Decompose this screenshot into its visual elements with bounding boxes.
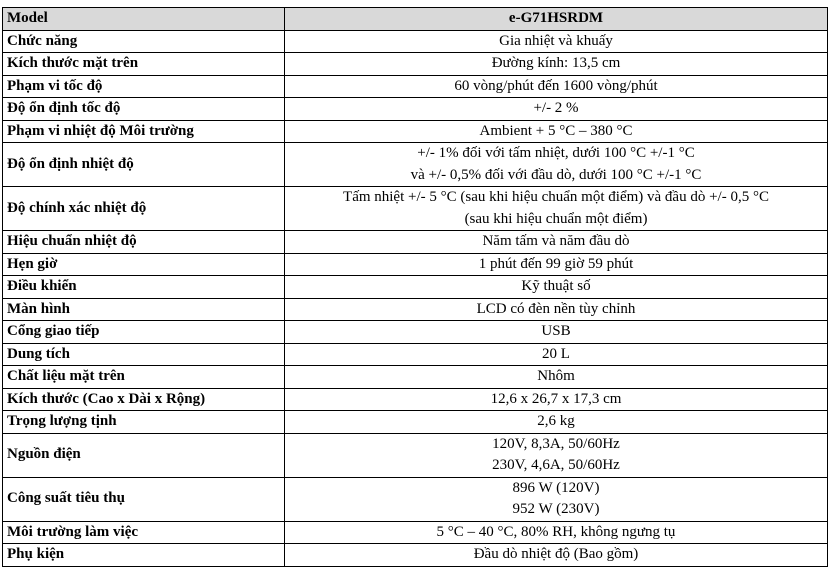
table-row xyxy=(3,231,828,254)
spec-value-line: Ambient + 5 °C – 380 °C xyxy=(479,122,633,139)
spec-label: Cổng giao tiếp xyxy=(3,321,285,344)
spec-value-line: 896 W (120V) xyxy=(512,479,600,496)
table-row xyxy=(3,298,828,321)
spec-value-line: 952 W (230V) xyxy=(512,501,600,517)
spec-label: Môi trường làm việc xyxy=(3,521,285,544)
spec-value-line: và +/- 0,5% đối với đầu dò, dưới 100 °C +/-1 °C xyxy=(410,166,702,183)
spec-value-line: LCD có đèn nền tùy chỉnh xyxy=(476,300,636,317)
spec-label: Chất liệu mặt trên xyxy=(3,366,285,389)
spec-value xyxy=(285,388,828,411)
table-row xyxy=(3,53,828,76)
spec-value xyxy=(285,433,828,477)
spec-value-line: Kỹ thuật số xyxy=(521,278,591,294)
spec-label: Kích thước mặt trên xyxy=(3,53,285,76)
spec-value-line: 1 phút đến 99 giờ 59 phút xyxy=(478,255,634,272)
spec-value-line: 5 °C – 40 °C, 80% RH, không ngưng tụ xyxy=(436,523,676,540)
spec-label: Độ chính xác nhiệt độ xyxy=(3,187,285,231)
spec-value xyxy=(285,253,828,276)
spec-value-line: Đường kính: 13,5 cm xyxy=(491,55,621,71)
spec-value xyxy=(285,321,828,344)
spec-value xyxy=(285,343,828,366)
header-model-value: e-G71HSRDM xyxy=(285,8,828,31)
spec-value-line: Nhôm xyxy=(537,368,575,384)
spec-label: Chức năng xyxy=(3,30,285,53)
spec-value xyxy=(285,298,828,321)
table-row xyxy=(3,321,828,344)
spec-value xyxy=(285,477,828,521)
spec-value-line: USB xyxy=(541,323,571,339)
spec-label: Phạm vi tốc độ xyxy=(3,75,285,98)
spec-sheet xyxy=(2,7,828,567)
table-row xyxy=(3,388,828,411)
spec-label: Độ ổn định nhiệt độ xyxy=(3,143,285,187)
spec-value-line: 60 vòng/phút đến 1600 vòng/phút xyxy=(454,77,658,94)
spec-value xyxy=(285,411,828,434)
table-row xyxy=(3,98,828,121)
table-row xyxy=(3,433,828,477)
table-row xyxy=(3,75,828,98)
spec-label: Hẹn giờ xyxy=(3,253,285,276)
table-row xyxy=(3,187,828,231)
spec-value-line: 2,6 kg xyxy=(537,413,575,429)
spec-table xyxy=(2,7,828,567)
spec-value-line: Năm tấm và năm đầu dò xyxy=(482,233,630,249)
spec-label: Nguồn điện xyxy=(3,433,285,477)
spec-label: Điều khiển xyxy=(3,276,285,299)
spec-label: Trọng lượng tịnh xyxy=(3,411,285,434)
spec-value-line: 120V, 8,3A, 50/60Hz xyxy=(492,435,620,452)
spec-value xyxy=(285,120,828,143)
spec-value xyxy=(285,75,828,98)
spec-value-line: 230V, 4,6A, 50/60Hz xyxy=(492,457,620,473)
table-row xyxy=(3,366,828,389)
table-row xyxy=(3,143,828,187)
spec-label: Hiệu chuẩn nhiệt độ xyxy=(3,231,285,254)
table-row xyxy=(3,411,828,434)
spec-label: Phạm vi nhiệt độ Môi trường xyxy=(3,120,285,143)
table-header-row xyxy=(3,8,828,31)
spec-value-line: Đầu dò nhiệt độ (Bao gồm) xyxy=(473,546,639,562)
spec-label: Công suất tiêu thụ xyxy=(3,477,285,521)
spec-label: Màn hình xyxy=(3,298,285,321)
spec-value-line: Tấm nhiệt +/- 5 °C (sau khi hiệu chuẩn một điểm) và đầu dò +/- 0,5 °C xyxy=(343,189,769,205)
spec-value xyxy=(285,53,828,76)
spec-value-line: 12,6 x 26,7 x 17,3 cm xyxy=(490,390,622,407)
spec-value-line: +/- 2 % xyxy=(533,100,579,116)
table-row xyxy=(3,521,828,544)
table-row xyxy=(3,276,828,299)
table-row xyxy=(3,120,828,143)
spec-value-line: 20 L xyxy=(542,345,570,362)
spec-value xyxy=(285,366,828,389)
spec-value xyxy=(285,98,828,121)
spec-value-line: (sau khi hiệu chuẩn một điểm) xyxy=(464,210,648,227)
spec-value-line: +/- 1% đối với tấm nhiệt, dưới 100 °C +/-1 °C xyxy=(417,145,695,161)
table-row xyxy=(3,477,828,521)
spec-value xyxy=(285,187,828,231)
table-row xyxy=(3,30,828,53)
table-row xyxy=(3,343,828,366)
spec-value xyxy=(285,231,828,254)
spec-label: Phụ kiện xyxy=(3,544,285,567)
spec-label: Kích thước (Cao x Dài x Rộng) xyxy=(3,388,285,411)
spec-value xyxy=(285,521,828,544)
spec-label: Độ ổn định tốc độ xyxy=(3,98,285,121)
spec-value xyxy=(285,143,828,187)
table-row xyxy=(3,253,828,276)
spec-value-line: Gia nhiệt và khuấy xyxy=(499,32,613,49)
header-label: Model xyxy=(3,8,285,31)
spec-value xyxy=(285,30,828,53)
spec-value xyxy=(285,276,828,299)
spec-value xyxy=(285,544,828,567)
table-row xyxy=(3,544,828,567)
spec-label: Dung tích xyxy=(3,343,285,366)
